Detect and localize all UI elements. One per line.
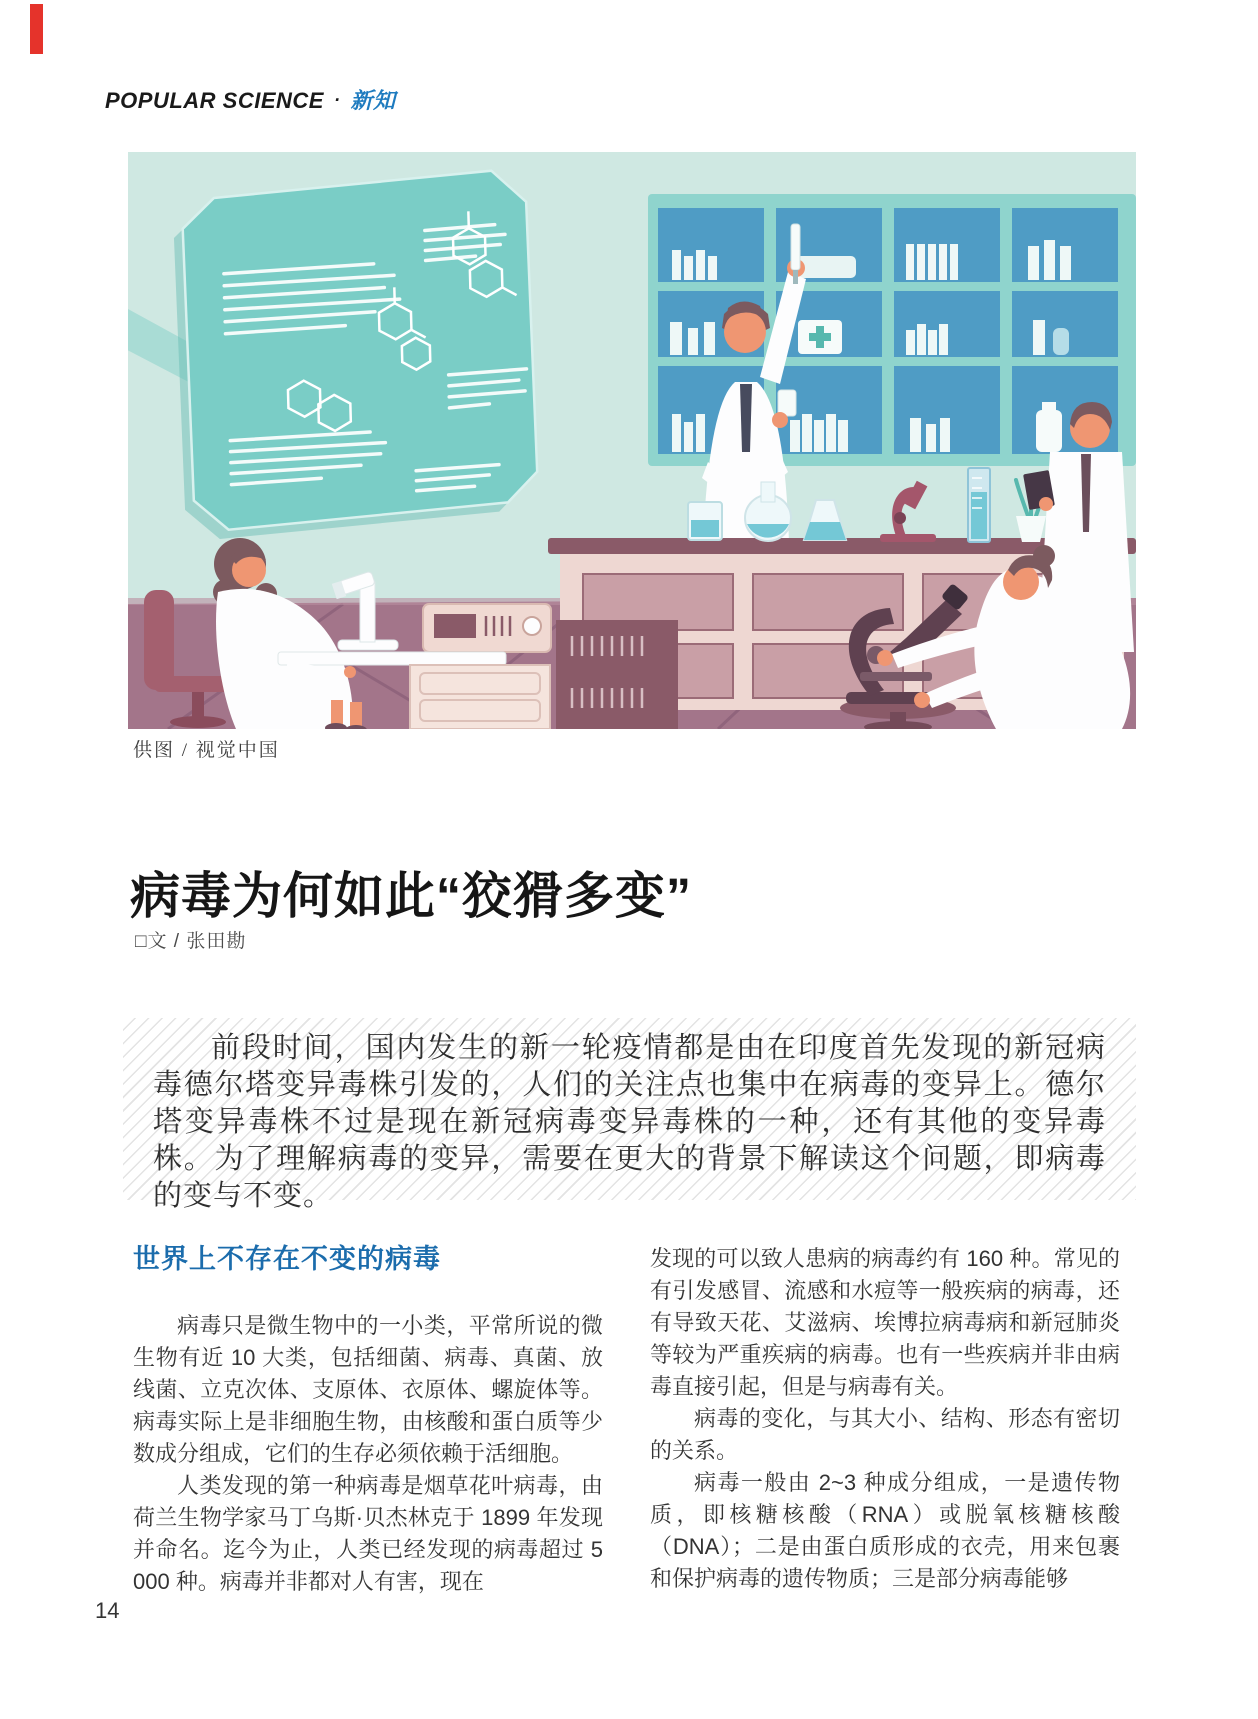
article-byline: □文 / 张田勘 <box>135 931 247 952</box>
right-column <box>650 1243 1120 1595</box>
page-header <box>105 84 396 115</box>
body-paragraph: 病毒一般由 2~3 种成分组成，一是遗传物质，即核糖核酸（RNA）或脱氧核糖核酸（DNA）；二是由蛋白质形成的衣壳，用来包裹和保护病毒的遗传物质；三是部分病毒能够 <box>650 1470 1120 1591</box>
lab-illustration <box>128 152 1136 729</box>
body-paragraph: 人类发现的第一种病毒是烟草花叶病毒，由荷兰生物学家马丁乌斯·贝杰林克于 1899 年发现并命名。迄今为止，人类已经发现的病毒超过 5 000 种。病毒并非都对人有害，现在 <box>133 1473 603 1594</box>
corner-tab <box>30 4 43 54</box>
body-paragraph: 病毒只是微生物中的一小类，平常所说的微生物有近 10 大类，包括细菌、病毒、真菌、放线菌、立克次体、支原体、衣原体、螺旋体等。病毒实际上是非细胞生物，由核酸和蛋白质等少数成分组成，它们的生存必须依赖于活细胞。 <box>133 1313 603 1466</box>
article-title: 病毒为何如此“狡猾多变” <box>130 868 692 924</box>
desk-cabinet <box>410 665 550 729</box>
side-cabinet <box>556 620 678 729</box>
section-heading: 世界上不存在不变的病毒 <box>133 1244 441 1274</box>
header-separator: · <box>333 90 341 110</box>
intro-block <box>123 1018 1136 1212</box>
page-number: 14 <box>95 1598 120 1623</box>
lab-instrument <box>423 604 551 652</box>
illustration-caption: 供图 / 视觉中国 <box>133 740 280 761</box>
brand-name: POPULAR SCIENCE <box>105 88 324 113</box>
section-name: 新知 <box>350 88 396 113</box>
molecule-board <box>128 170 539 542</box>
left-column <box>133 1243 603 1598</box>
body-paragraph: 发现的可以致人患病的病毒约有 160 种。常见的有引发感冒、流感和水痘等一般疾病的病毒，还有导致天花、艾滋病、埃博拉病毒病和新冠肺炎等较为严重疾病的病毒。也有一些疾病并非由病毒直接引起，但是与病毒有关。 <box>650 1246 1120 1399</box>
body-paragraph: 病毒的变化，与其大小、结构、形态有密切的关系。 <box>650 1406 1120 1463</box>
intro-text: 前段时间，国内发生的新一轮疫情都是由在印度首先发现的新冠病毒德尔塔变异毒株引发的，人们的关注点也集中在病毒的变异上。德尔塔变异毒株不过是现在新冠病毒变异毒株的一种，还有其他的变异毒株。为了理解病毒的变异，需要在更大的背景下解读这个问题，即病毒的变与不变。 <box>153 1032 1106 1212</box>
